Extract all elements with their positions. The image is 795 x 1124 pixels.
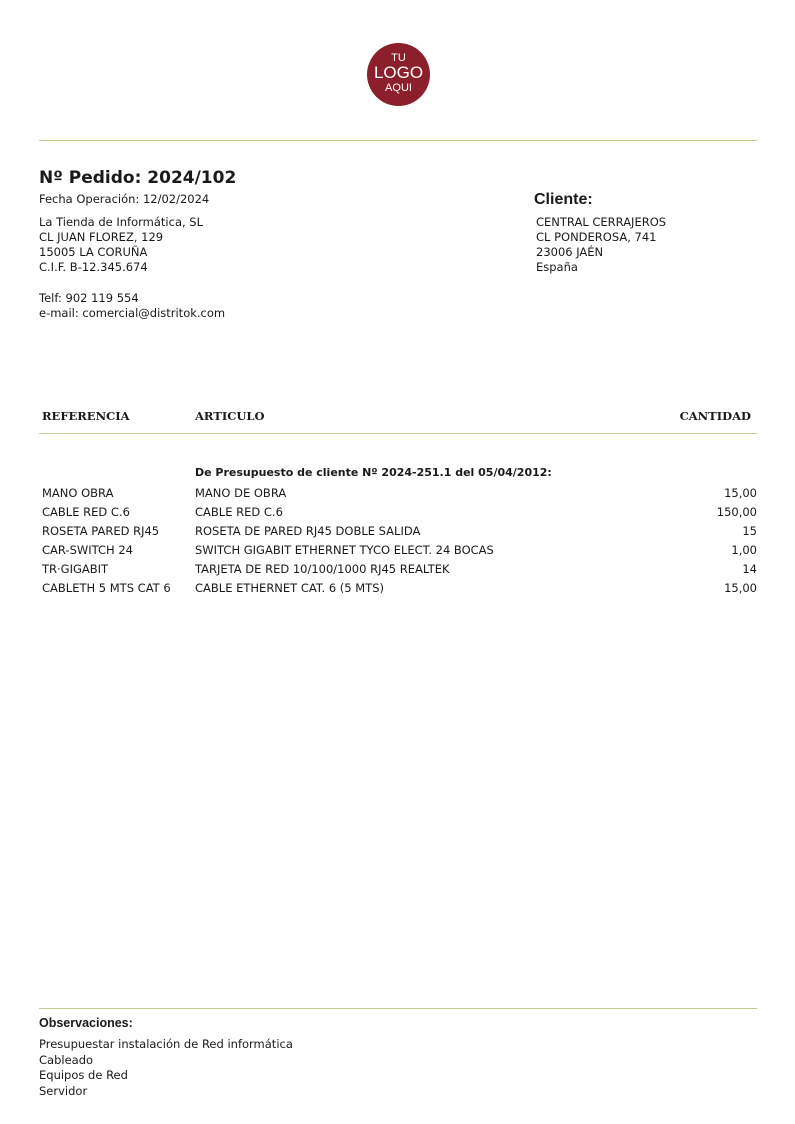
row-quantity: 1,00 <box>731 543 757 557</box>
table-row <box>42 543 757 562</box>
observations-heading: Observaciones: <box>39 1016 133 1030</box>
column-header-quantity: CANTIDAD <box>679 409 751 423</box>
row-quantity: 15 <box>742 524 757 538</box>
row-article: SWITCH GIGABIT ETHERNET TYCO ELECT. 24 BOCAS <box>195 543 494 557</box>
row-reference: CABLETH 5 MTS CAT 6 <box>42 581 171 595</box>
table-row <box>42 581 757 600</box>
company-city: 15005 LA CORUÑA <box>39 245 148 259</box>
client-name: CENTRAL CERRAJEROS <box>536 215 667 229</box>
row-quantity: 150,00 <box>716 505 757 519</box>
row-article: CABLE RED C.6 <box>195 505 283 519</box>
observation-line: Servidor <box>39 1083 88 1098</box>
company-logo <box>367 43 430 106</box>
client-heading: Cliente: <box>534 191 593 208</box>
logo-line-1: TU <box>391 52 406 64</box>
column-header-article: ARTICULO <box>195 409 265 423</box>
row-quantity: 15,00 <box>724 486 757 500</box>
row-reference: CABLE RED C.6 <box>42 505 130 519</box>
table-row <box>42 486 757 505</box>
client-city: 23006 JAÉN <box>536 245 604 259</box>
client-country: España <box>536 260 578 274</box>
observation-line: Equipos de Red <box>39 1068 128 1082</box>
company-address <box>39 215 203 275</box>
row-quantity: 15,00 <box>724 581 757 595</box>
company-phone: Telf: 902 119 554 <box>39 291 139 305</box>
company-contact <box>39 291 225 321</box>
row-article: TARJETA DE RED 10/100/1000 RJ45 REALTEK <box>195 562 450 576</box>
row-reference: TR·GIGABIT <box>42 562 109 576</box>
row-reference: CAR-SWITCH 24 <box>42 543 133 557</box>
company-email: e-mail: comercial@distritok.com <box>39 306 226 320</box>
row-reference: ROSETA PARED RJ45 <box>42 524 160 538</box>
order-date: Fecha Operación: 12/02/2024 <box>39 192 210 206</box>
table-header-divider <box>39 433 757 434</box>
logo-line-3: AQUI <box>385 82 412 94</box>
observation-line: Presupuestar instalación de Red informática <box>39 1037 293 1051</box>
footer-divider <box>39 1008 757 1009</box>
row-article: MANO DE OBRA <box>195 486 287 500</box>
table-row <box>42 562 757 581</box>
client-street: CL PONDEROSA, 741 <box>536 230 657 244</box>
logo-line-2: LOGO <box>373 63 424 82</box>
row-article: CABLE ETHERNET CAT. 6 (5 MTS) <box>195 581 384 595</box>
row-reference: MANO OBRA <box>42 486 114 500</box>
column-header-reference: REFERENCIA <box>42 409 130 423</box>
group-title: De Presupuesto de cliente Nº 2024-251.1 del 05/04/2012: <box>195 466 552 479</box>
company-cif: C.I.F. B-12.345.674 <box>39 260 148 274</box>
client-address <box>536 215 666 275</box>
company-name: La Tienda de Informática, SL <box>39 215 204 229</box>
row-article: ROSETA DE PARED RJ45 DOBLE SALIDA <box>195 524 421 538</box>
company-street: CL JUAN FLOREZ, 129 <box>39 230 164 244</box>
observation-line: Cableado <box>39 1052 94 1067</box>
observations-text <box>39 1037 293 1099</box>
header-divider <box>39 140 757 141</box>
row-quantity: 14 <box>742 562 757 576</box>
table-row <box>42 524 757 543</box>
order-number: Nº Pedido: 2024/102 <box>39 168 237 188</box>
table-row <box>42 505 757 524</box>
